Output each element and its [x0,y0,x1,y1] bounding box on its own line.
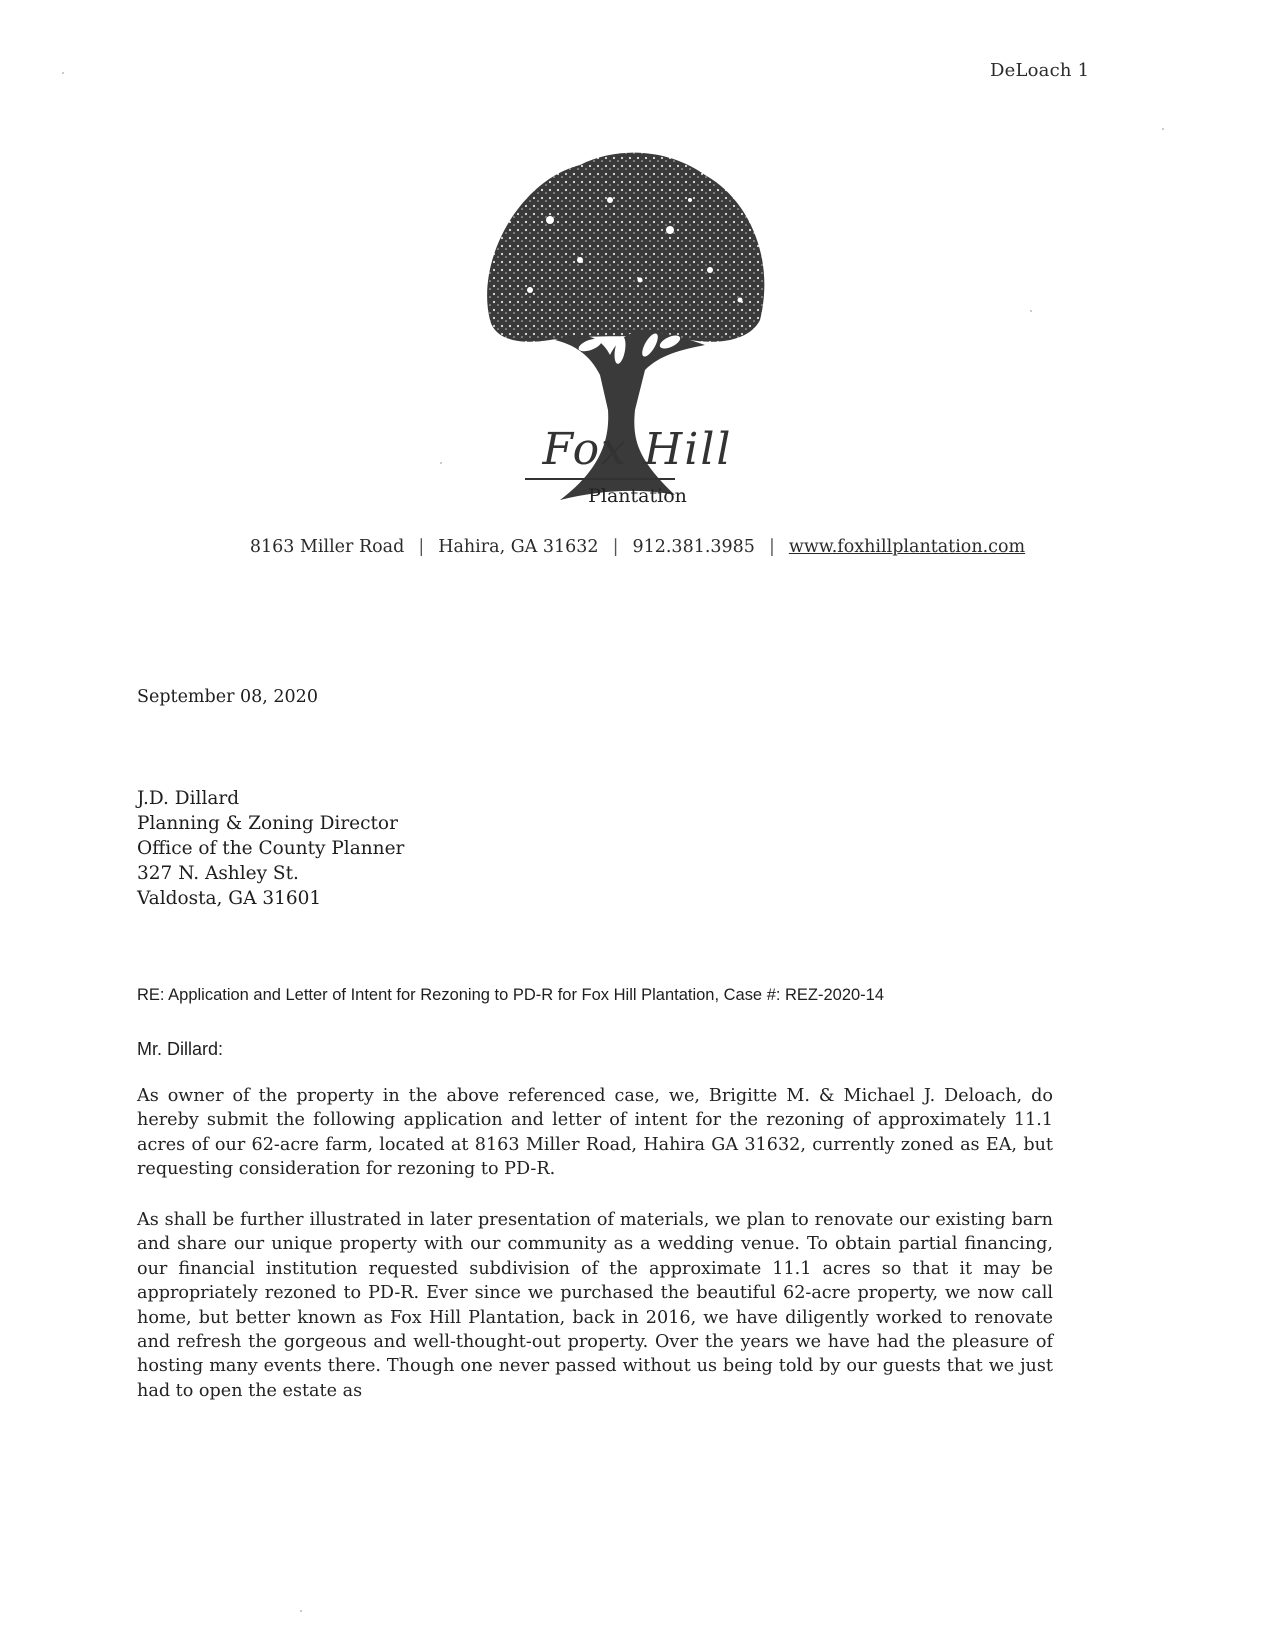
brand-script: Fox Hill [542,424,733,475]
subject-line: RE: Application and Letter of Intent for Rezoning to PD-R for Fox Hill Plantation, Case #: REZ-2020-14 [137,985,885,1004]
contact-line [0,537,1275,557]
brand-subtitle: Plantation [588,485,687,507]
separator: | [612,537,619,557]
website-link[interactable]: www.foxhillplantation.com [788,537,1026,557]
recipient-city: Valdosta, GA 31601 [137,888,322,909]
body-paragraph: As owner of the property in the above referenced case, we, Brigitte M. & Michael J. Deloach, do hereby submit the following application and letter of intent for the rezoning of approximately 11.1 acres of our 62-acre farm, located at 8163 Miller Road, Hahira GA 31632, currently zoned as EA, but requesting consideration for rezoning to PD-R. [137,1086,1053,1180]
contact-address: 8163 Miller Road [249,537,405,557]
letter-date: September 08, 2020 [137,687,318,707]
contact-phone: 912.381.3985 [632,537,755,557]
separator: | [418,537,425,557]
contact-city: Hahira, GA 31632 [438,537,599,557]
scan-speck [62,72,64,74]
brand-divider [525,478,675,480]
scan-speck [440,462,442,464]
recipient-street: 327 N. Ashley St. [137,863,299,884]
salutation: Mr. Dillard: [137,1039,224,1059]
recipient-name: J.D. Dillard [137,788,240,809]
recipient-block [137,786,404,911]
scan-speck [1162,128,1164,130]
scan-speck [300,1610,302,1612]
recipient-office: Office of the County Planner [137,838,405,859]
separator: | [768,537,775,557]
body-paragraph: As shall be further illustrated in later presentation of materials, we plan to renovate our existing barn and share our unique property with our community as a wedding venue. To obtain partial financing, our financial institution requested subdivision of the approximate 11.1 acres so that it may be appropriately rezoned to PD-R. Ever since we purchased the beautiful 62-acre property, we now call home, but better known as Fox Hill Plantation, back in 2016, we have diligently worked to renovate and refresh the gorgeous and well-thought-out property. Over the years we have had the pleasure of hosting many events there. Though one never passed without us being told by our guests that we just had to open the estate as [137,1210,1053,1401]
recipient-title: Planning & Zoning Director [137,813,398,834]
scan-speck [1030,310,1032,312]
page-number: DeLoach 1 [990,60,1090,81]
